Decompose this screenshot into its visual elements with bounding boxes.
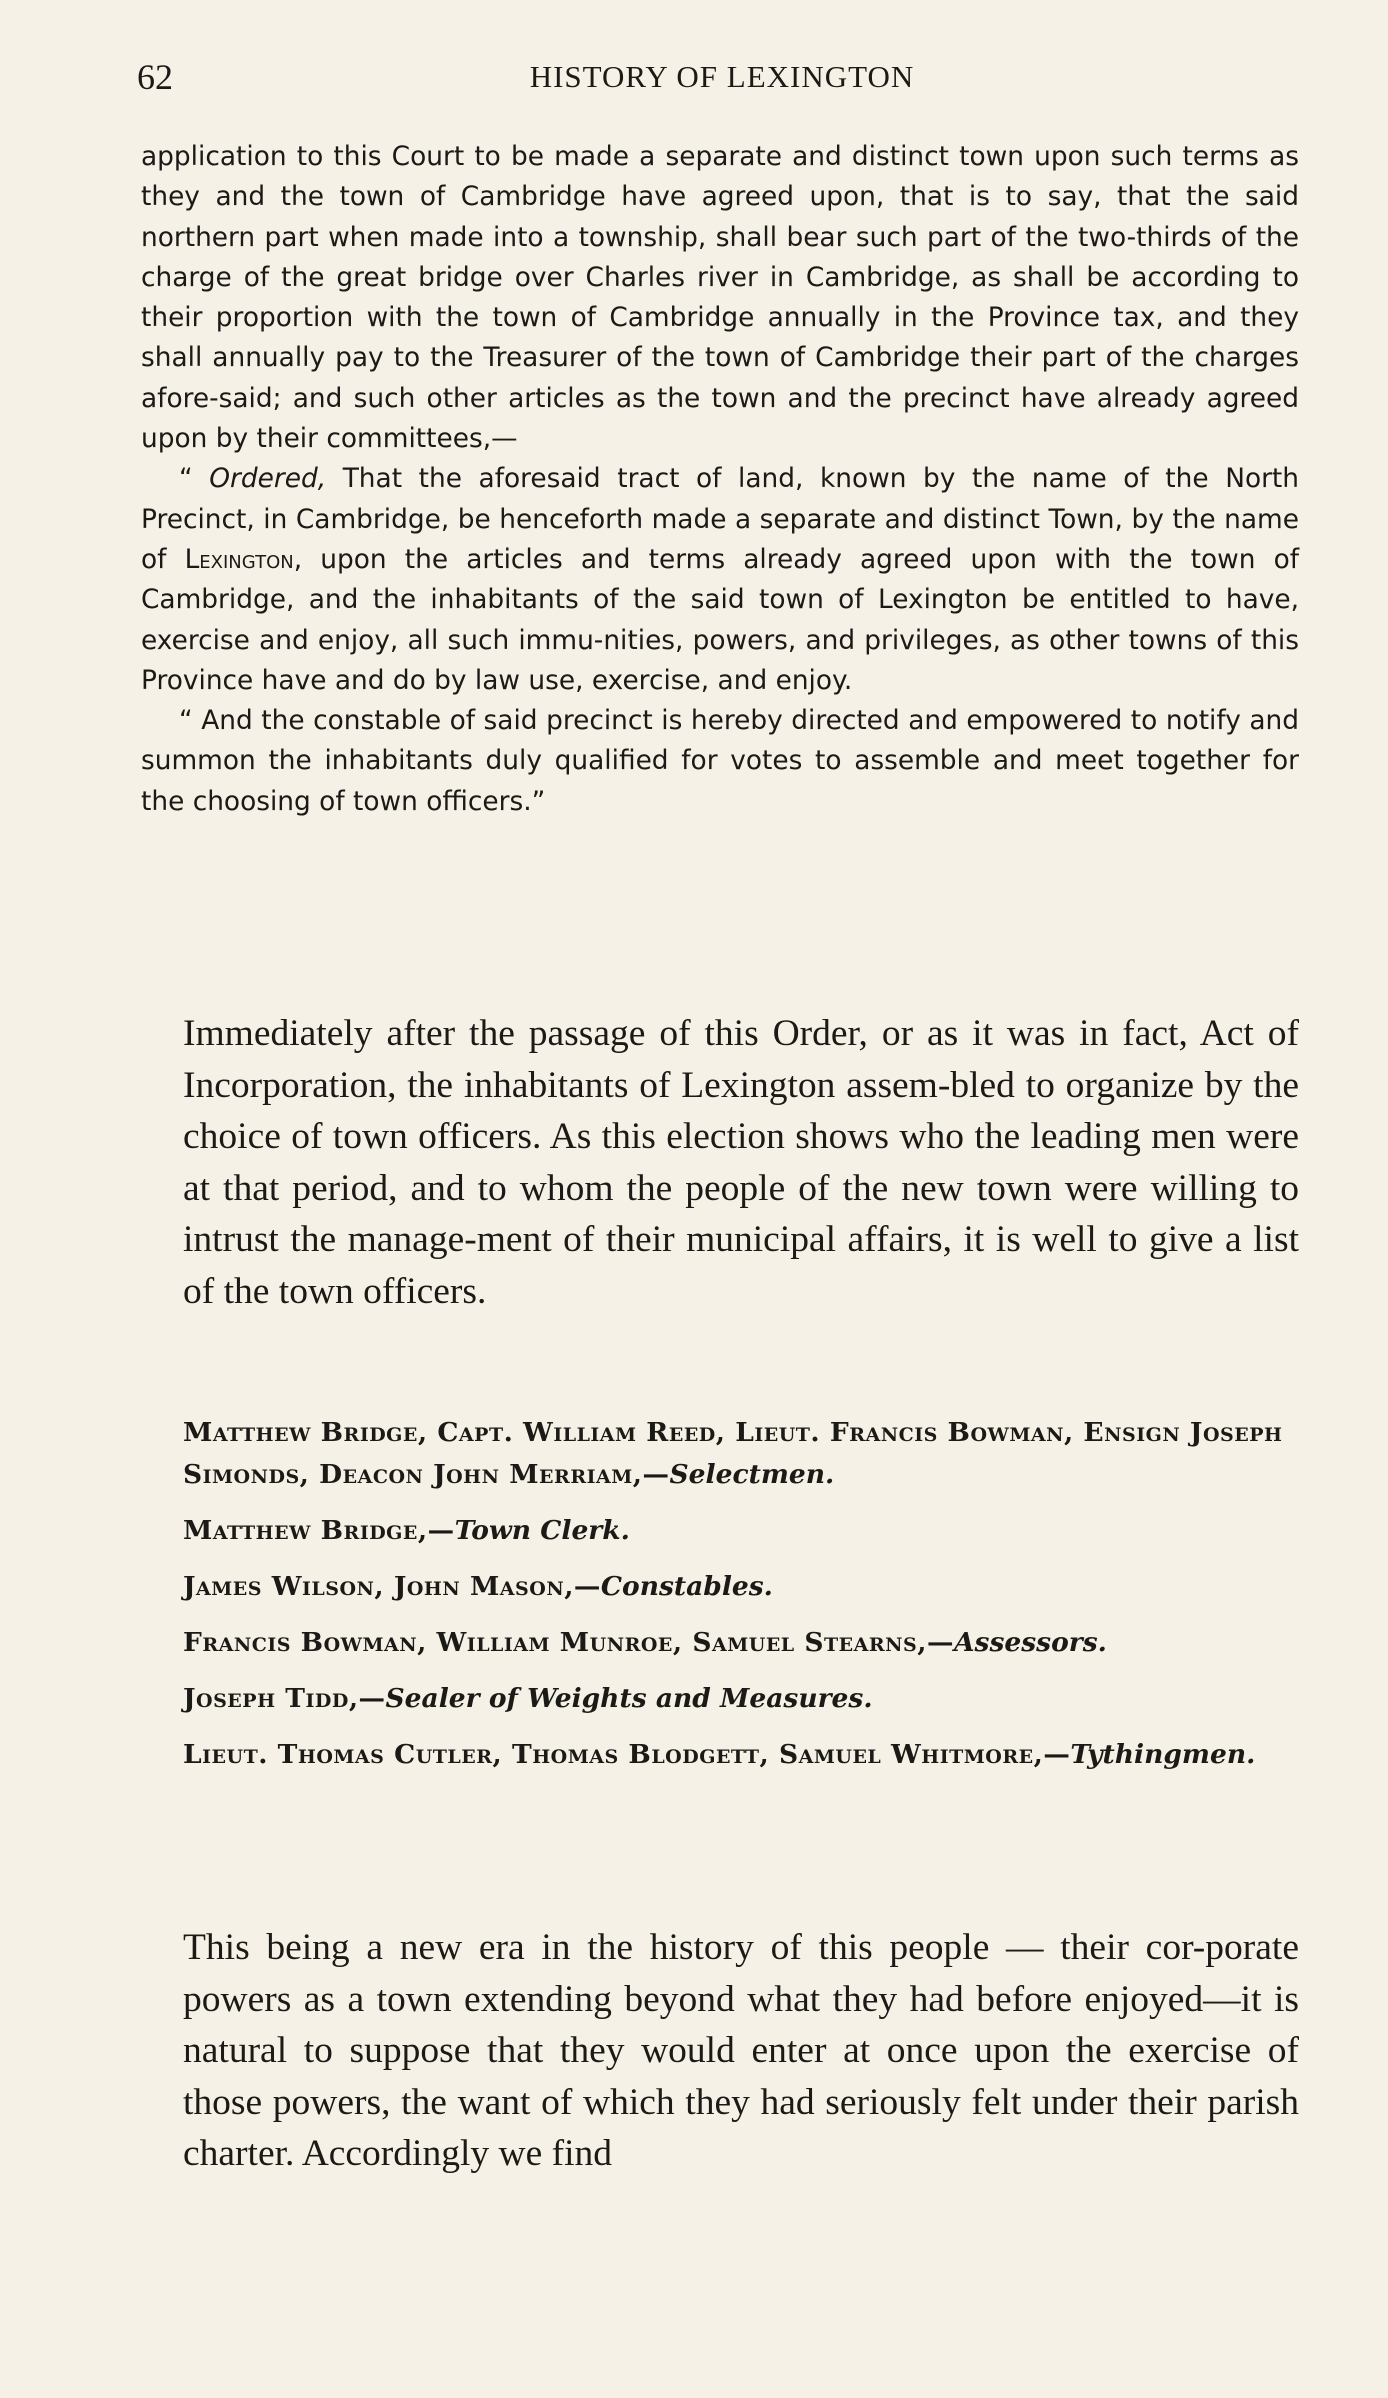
page-number: 62 xyxy=(137,57,173,97)
body-paragraph-1 xyxy=(183,1008,1299,1318)
quote-paragraph-2 xyxy=(141,459,1299,701)
quoted-order xyxy=(141,137,1299,822)
running-head: HISTORY OF LEXINGTON xyxy=(529,59,915,94)
ordered-word: Ordered, xyxy=(209,463,327,495)
officer-entry-tythingmen: Lieut. Thomas Cutler, Thomas Blodgett, Samuel Whitmore,—Tythingmen. xyxy=(183,1739,1256,1770)
officer-entry-assessors: Francis Bowman, William Munroe, Samuel Stearns,—Assessors. xyxy=(183,1627,1107,1658)
quote-paragraph-2-text-a: That the aforesaid tract of land, known by the name of the North Precinct, in Cambridge, be henceforth made a separate and distinct Town, by the name of xyxy=(141,463,1300,575)
officer-entry-selectmen: Matthew Bridge, Capt. William Reed, Lieut. Francis Bowman, Ensign Joseph Simonds, Deacon John Merriam,—Selectmen. xyxy=(183,1417,1283,1490)
officer-entry-sealer: Joseph Tidd,—Sealer of Weights and Measures. xyxy=(183,1683,873,1714)
officer-entry-constables: James Wilson, John Mason,—Constables. xyxy=(183,1571,773,1602)
quote-paragraph-2-text-b: , upon the articles and terms already agreed upon with the town of Cambridge, and the inhabitants of the said town of Lexington be entitled to have, exercise and enjoy, all such immu-nities, powers, and privileges, as other towns of this Province have and do by law use, exercise, and enjoy. xyxy=(141,543,1300,696)
body-paragraph-2-text: This being a new era in the history of this people — their cor-porate powers as a town extending beyond what they had before enjoyed—it is natural to suppose that they would enter at once upon the exercise of those powers, the want of which they had seriously felt under their parish charter. Accordingly we find xyxy=(183,1927,1299,2175)
quote-paragraph-3: “ And the constable of said precinct is hereby directed and empowered to notify and summon the inhabitants duly qualified for votes to assemble and meet together for the choosing of town officers.” xyxy=(141,705,1299,817)
town-officers-list xyxy=(183,1412,1299,1790)
page-header xyxy=(137,52,1307,102)
lexington-smallcaps: Lexington xyxy=(184,543,294,575)
quote-paragraph-1: application to this Court to be made a separate and distinct town upon such terms as they and the town of Cambridge have agreed upon, that is to say, that the said northern part when made into a township, shall bear such part of the two-thirds of the charge of the great bridge over Charles river in Cambridge, as shall be according to their proportion with the town of Cambridge annually in the Province tax, and they shall annually pay to the Treasurer of the town of Cambridge their part of the charges afore-said; and such other articles as the town and the precinct have already agreed upon by their committees,— xyxy=(141,141,1299,455)
body-paragraph-1-text: Immediately after the passage of this Order, or as it was in fact, Act of Incorporation, the inhabitants of Lexington assem-bled to organize by the choice of town officers. As this election shows who the leading men were at that period, and to whom the people of the new town were willing to intrust the manage-ment of their municipal affairs, it is well to give a list of the town officers. xyxy=(183,1013,1299,1312)
body-paragraph-2 xyxy=(183,1922,1299,2180)
officer-entry-town-clerk: Matthew Bridge,—Town Clerk. xyxy=(183,1515,630,1546)
open-quote: “ xyxy=(179,463,210,495)
